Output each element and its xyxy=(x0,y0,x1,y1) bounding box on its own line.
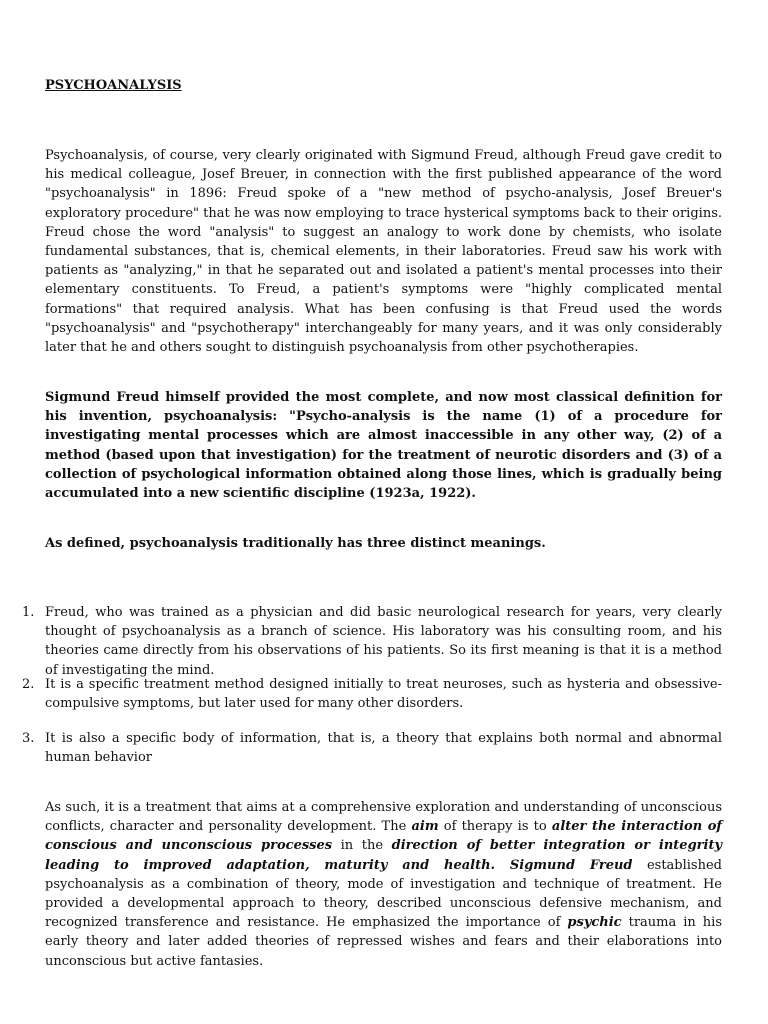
list-item xyxy=(22,675,722,713)
list-item-number: 2. xyxy=(22,677,35,692)
emphasis-psychic: psychic xyxy=(567,915,622,931)
list-item-text: Freud, who was trained as a physician and did basic neurological research for years, very clearly thought of psychoanalysis as a branch of science. His laboratory was his consulting room, and his theories came directly from his observations of his patients. So its first meaning is that it is a method of investigating the mind. xyxy=(45,605,722,678)
page-title: PSYCHOANALYSIS xyxy=(45,78,182,93)
paragraph-treatment xyxy=(45,798,722,971)
paragraph-three-meanings: As defined, psychoanalysis traditionally has three distinct meanings. xyxy=(45,536,546,551)
text-run: of therapy is to xyxy=(438,819,552,835)
emphasis-aim: aim xyxy=(411,819,439,835)
text-run: As such, it is a treatment that aims at a comprehensive exploration and understanding of unconscious conflicts, character and personality development. The xyxy=(45,800,722,835)
text-run: established psychoanalysis as a combination of theory, mode of investigation and technique of treatment. He provided a developmental approach to theory, described unconscious defensive mechanism, and recognized transference and resistance. He emphasized the importance of xyxy=(45,857,722,931)
list-item xyxy=(22,603,722,680)
paragraph-definition: Sigmund Freud himself provided the most complete, and now most classical definition for his invention, psychoanalysis: "Psycho-analysis is the name (1) of a procedure for investigating mental processes which are almost inaccessible in any other way, (2) of a method (based upon that investigation) for the treatment of neurotic disorders and (3) of a collection of psychological information obtained along those lines, which is gradually being accumulated into a new scientific discipline (1923a, 1922). xyxy=(45,390,722,502)
list-item-text: It is a specific treatment method designed initially to treat neuroses, such as hysteria and obsessive-compulsive symptoms, but later used for many other disorders. xyxy=(45,677,722,712)
emphasis-direction: direction of better integration or integrity leading to improved adaptation, maturity and health. Sigmund Freud xyxy=(45,838,723,873)
list-item-number: 3. xyxy=(22,731,35,746)
emphasis-alter: alter the interaction of conscious and unconscious processes xyxy=(45,819,723,854)
list-item xyxy=(22,729,722,767)
text-run: in the xyxy=(332,838,392,854)
paragraph-origins: Psychoanalysis, of course, very clearly originated with Sigmund Freud, although Freud gave credit to his medical colleague, Josef Breuer, in connection with the first published appearance of the word "psychoanalysis" in 1896: Freud spoke of a "new method of psycho-analysis, Josef Breuer's exploratory procedure" that he was now employing to trace hysterical symptoms back to their origins. Freud chose the word "analysis" to suggest an analogy to work done by chemists, who isolate fundamental substances, that is, chemical elements, in their laboratories. Freud saw his work with patients as "analyzing," in that he separated out and isolated a patient's mental processes into their elementary constituents. To Freud, a patient's symptoms were "highly complicated mental formations" that required analysis. What has been confusing is that Freud used the words "psychoanalysis" and "psychotherapy" interchangeably for many years, and it was only considerably later that he and others sought to distinguish psychoanalysis from other psychotherapies. xyxy=(45,148,722,356)
text-run: trauma in his early theory and later added theories of repressed wishes and fears and their elaborations into unconscious but active fantasies. xyxy=(45,915,722,969)
list-item-number: 1. xyxy=(22,605,35,620)
list-item-text: It is also a specific body of information, that is, a theory that explains both normal and abnormal human behavior xyxy=(45,731,722,766)
